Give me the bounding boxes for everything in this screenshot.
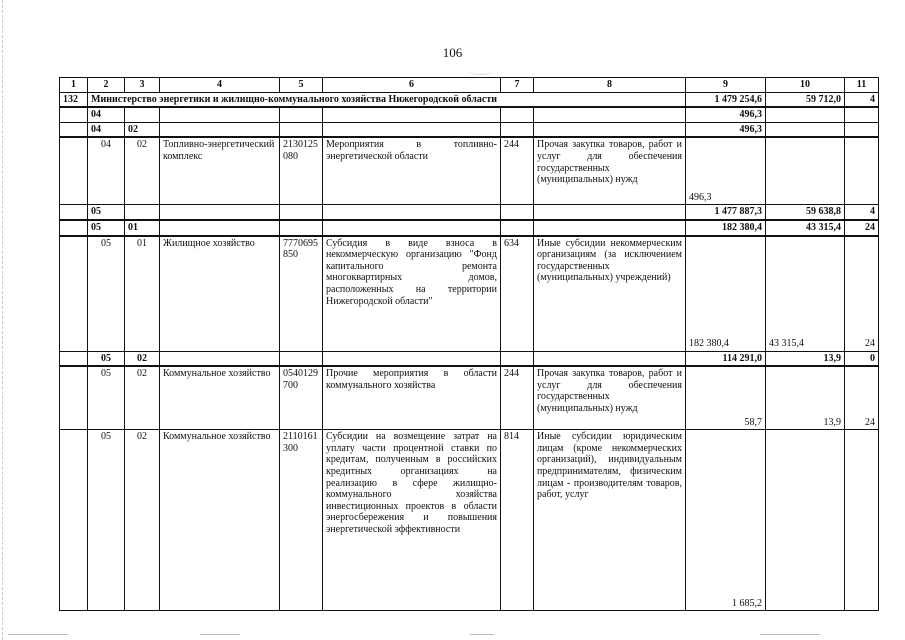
target-article-code: 0540129700 xyxy=(280,366,323,430)
pencil-mark xyxy=(468,66,494,75)
header-cell: 8 xyxy=(534,78,686,93)
page-margin-rule xyxy=(2,0,3,640)
header-cell: 9 xyxy=(686,78,766,93)
ministry-name: Министерство энергетики и жилищно-коммунального хозяйства Нижегородской области xyxy=(88,92,686,107)
table-row xyxy=(60,137,879,205)
amount-col11: 24 xyxy=(845,236,879,352)
expense-type-name: Прочая закупка товаров, работ и услуг для обеспечения государственных (муниципальных) нужд xyxy=(534,137,686,205)
section-code: 05 xyxy=(88,430,125,611)
amount-col9: 496,3 xyxy=(686,137,766,205)
header-cell: 1 xyxy=(60,78,88,93)
header-cell: 5 xyxy=(280,78,323,93)
expense-type-name: Иные субсидии некоммерческим организациям (за исключением государственных (муниципальных) учреждений) xyxy=(534,236,686,352)
subsection-row xyxy=(60,351,879,366)
expense-type-code: 244 xyxy=(501,366,534,430)
table-header-row xyxy=(60,78,879,93)
section-code: 04 xyxy=(88,122,125,137)
section-row xyxy=(60,205,879,220)
amount-col11: 4 xyxy=(845,205,879,220)
table-row xyxy=(60,366,879,430)
header-cell: 10 xyxy=(766,78,845,93)
program-name: Коммунальное хозяйство xyxy=(160,366,280,430)
amount-col9: 114 291,0 xyxy=(686,351,766,366)
section-code: 05 xyxy=(88,205,125,220)
header-cell: 11 xyxy=(845,78,879,93)
amount-col9: 58,7 xyxy=(686,366,766,430)
amount-col11: 24 xyxy=(845,366,879,430)
amount-col9: 1 685,2 xyxy=(686,430,766,611)
subsection-row xyxy=(60,122,879,137)
target-article-code: 7770695850 xyxy=(280,236,323,352)
header-cell: 3 xyxy=(125,78,160,93)
section-code: 05 xyxy=(88,220,125,236)
header-cell: 2 xyxy=(88,78,125,93)
expense-type-code: 814 xyxy=(501,430,534,611)
budget-table xyxy=(59,77,879,611)
subsection-row xyxy=(60,220,879,236)
section-row xyxy=(60,107,879,122)
table-row xyxy=(60,430,879,611)
program-name: Топливно-энергетический комплекс xyxy=(160,137,280,205)
section-code: 05 xyxy=(88,351,125,366)
amount-col9: 496,3 xyxy=(686,107,766,122)
amount-col10: 13,9 xyxy=(766,366,845,430)
page-number: 106 xyxy=(442,45,463,60)
expense-description: Субсидия в виде взноса в некоммерческую организацию "Фонд капитального ремонта многоквартирных домов, расположенных на территории Нижегородской области" xyxy=(323,236,501,352)
ministry-row xyxy=(60,92,879,107)
amount-col11: 24 xyxy=(845,220,879,236)
amount-col9: 182 380,4 xyxy=(686,236,766,352)
amount-col10: 59 638,8 xyxy=(766,205,845,220)
scan-edge-marks xyxy=(0,630,905,640)
subsection-code: 02 xyxy=(125,366,160,430)
amount-col9: 1 479 254,6 xyxy=(686,92,766,107)
section-code: 05 xyxy=(88,236,125,352)
expense-type-code: 244 xyxy=(501,137,534,205)
program-name: Коммунальное хозяйство xyxy=(160,430,280,611)
subsection-code: 01 xyxy=(125,220,160,236)
amount-col10: 43 315,4 xyxy=(766,220,845,236)
expense-description: Мероприятия в топливно-энергетической области xyxy=(323,137,501,205)
table-row xyxy=(60,236,879,352)
header-cell: 6 xyxy=(323,78,501,93)
expense-description: Прочие мероприятия в области коммунального хозяйства xyxy=(323,366,501,430)
subsection-code: 02 xyxy=(125,430,160,611)
amount-col9: 496,3 xyxy=(686,122,766,137)
header-cell: 4 xyxy=(160,78,280,93)
section-code: 04 xyxy=(88,107,125,122)
ministry-code: 132 xyxy=(60,92,88,107)
section-code: 04 xyxy=(88,137,125,205)
amount-col11: 0 xyxy=(845,351,879,366)
expense-type-name: Прочая закупка товаров, работ и услуг для обеспечения государственных (муниципальных) нужд xyxy=(534,366,686,430)
subsection-code: 02 xyxy=(125,122,160,137)
subsection-code: 02 xyxy=(125,351,160,366)
header-cell: 7 xyxy=(501,78,534,93)
target-article-code: 2130125080 xyxy=(280,137,323,205)
amount-col11: 4 xyxy=(845,92,879,107)
amount-col10: 13,9 xyxy=(766,351,845,366)
program-name: Жилищное хозяйство xyxy=(160,236,280,352)
amount-col9: 1 477 887,3 xyxy=(686,205,766,220)
subsection-code: 01 xyxy=(125,236,160,352)
expense-type-name: Иные субсидии юридическим лицам (кроме некоммерческих организаций), индивидуальным предпринимателям, физическим лицам - производителям товаров, работ, услуг xyxy=(534,430,686,611)
subsection-code: 02 xyxy=(125,137,160,205)
amount-col10: 59 712,0 xyxy=(766,92,845,107)
amount-col10: 43 315,4 xyxy=(766,236,845,352)
expense-type-code: 634 xyxy=(501,236,534,352)
section-code: 05 xyxy=(88,366,125,430)
amount-col9: 182 380,4 xyxy=(686,220,766,236)
target-article-code: 2110161300 xyxy=(280,430,323,611)
expense-description: Субсидии на возмещение затрат на уплату части процентной ставки по кредитам, полученным в российских кредитных организациях на реализацию в сфере жилищно-коммунального хозяйства инвестиционных проектов в области энергосбережения и повышения энергетической эффективности xyxy=(323,430,501,611)
